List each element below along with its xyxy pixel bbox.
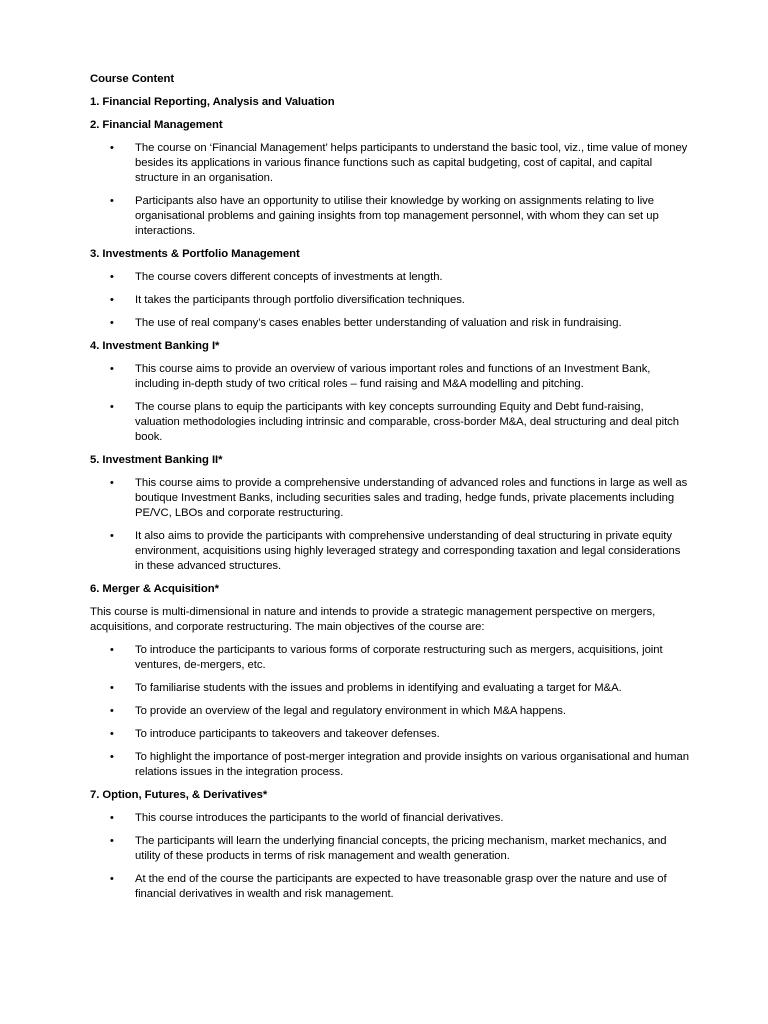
bullet-list bbox=[90, 476, 690, 574]
bullet-item: • The course covers different concepts of investments at length. bbox=[90, 270, 690, 285]
document-title: Course Content bbox=[90, 73, 175, 85]
bullet-item: • This course introduces the participants to the world of financial derivatives. bbox=[90, 811, 690, 826]
bullet-item: • The use of real company’s cases enables better understanding of valuation and risk in fundraising. bbox=[90, 316, 690, 331]
bullet-item: • It takes the participants through portfolio diversification techniques. bbox=[90, 293, 690, 308]
section-heading: 3. Investments & Portfolio Management bbox=[90, 248, 300, 260]
bullet-item: • The course on ‘Financial Management’ helps participants to understand the basic tool, viz., time value of money besides its applications in various finance functions such as capital budgeting, cost of capital, and capital structure in an organisation. bbox=[90, 141, 690, 186]
section-heading: 2. Financial Management bbox=[90, 119, 223, 131]
bullet-list bbox=[90, 270, 690, 331]
bullet-item: • The participants will learn the underlying financial concepts, the pricing mechanism, market mechanics, and utility of these products in terms of risk management and wealth generation. bbox=[90, 834, 690, 864]
bullet-item: • At the end of the course the participants are expected to have treasonable grasp over the nature and use of financial derivatives in wealth and risk management. bbox=[90, 872, 690, 902]
bullet-item: • To introduce the participants to various forms of corporate restructuring such as mergers, acquisitions, joint ventures, de-mergers, etc. bbox=[90, 643, 690, 673]
bullet-item: • It also aims to provide the participants with comprehensive understanding of deal structuring in private equity environment, acquisitions using highly leveraged strategy and corresponding taxation and legal considerations in these advanced structures. bbox=[90, 529, 690, 574]
bullet-item: • To familiarise students with the issues and problems in identifying and evaluating a target for M&A. bbox=[90, 681, 690, 696]
bullet-item: • To highlight the importance of post-merger integration and provide insights on various organisational and human relations issues in the integration process. bbox=[90, 750, 690, 780]
bullet-item: • Participants also have an opportunity to utilise their knowledge by working on assignments relating to live organisational problems and gaining insights from top management personnel, with whom they can set up interactions. bbox=[90, 194, 690, 239]
bullet-item: • The course plans to equip the participants with key concepts surrounding Equity and Debt fund-raising, valuation methodologies including intrinsic and comparable, cross-border M&A, deal structuring and deal pitch book. bbox=[90, 400, 690, 445]
bullet-list bbox=[90, 141, 690, 239]
section-heading: 4. Investment Banking I* bbox=[90, 340, 220, 352]
bullet-item: • This course aims to provide a comprehensive understanding of advanced roles and functions in large as well as boutique Investment Banks, including securities sales and trading, hedge funds, private placements including PE/VC, LBOs and corporate restructuring. bbox=[90, 476, 690, 521]
bullet-item: • To introduce participants to takeovers and takeover defenses. bbox=[90, 727, 690, 742]
section-heading: 6. Merger & Acquisition* bbox=[90, 583, 219, 595]
document-body bbox=[90, 72, 690, 910]
bullet-item: • This course aims to provide an overview of various important roles and functions of an Investment Bank, including in-depth study of two critical roles – fund raising and M&A modelling and pitching. bbox=[90, 362, 690, 392]
bullet-list bbox=[90, 643, 690, 780]
section-heading: 7. Option, Futures, & Derivatives* bbox=[90, 789, 268, 801]
section-heading: 1. Financial Reporting, Analysis and Valuation bbox=[90, 96, 335, 108]
section-intro: This course is multi-dimensional in nature and intends to provide a strategic management perspective on mergers, acquisitions, and corporate restructuring. The main objectives of the course are: bbox=[90, 606, 656, 633]
bullet-item: • To provide an overview of the legal and regulatory environment in which M&A happens. bbox=[90, 704, 690, 719]
bullet-list bbox=[90, 811, 690, 902]
section-heading: 5. Investment Banking II* bbox=[90, 454, 223, 466]
bullet-list bbox=[90, 362, 690, 445]
